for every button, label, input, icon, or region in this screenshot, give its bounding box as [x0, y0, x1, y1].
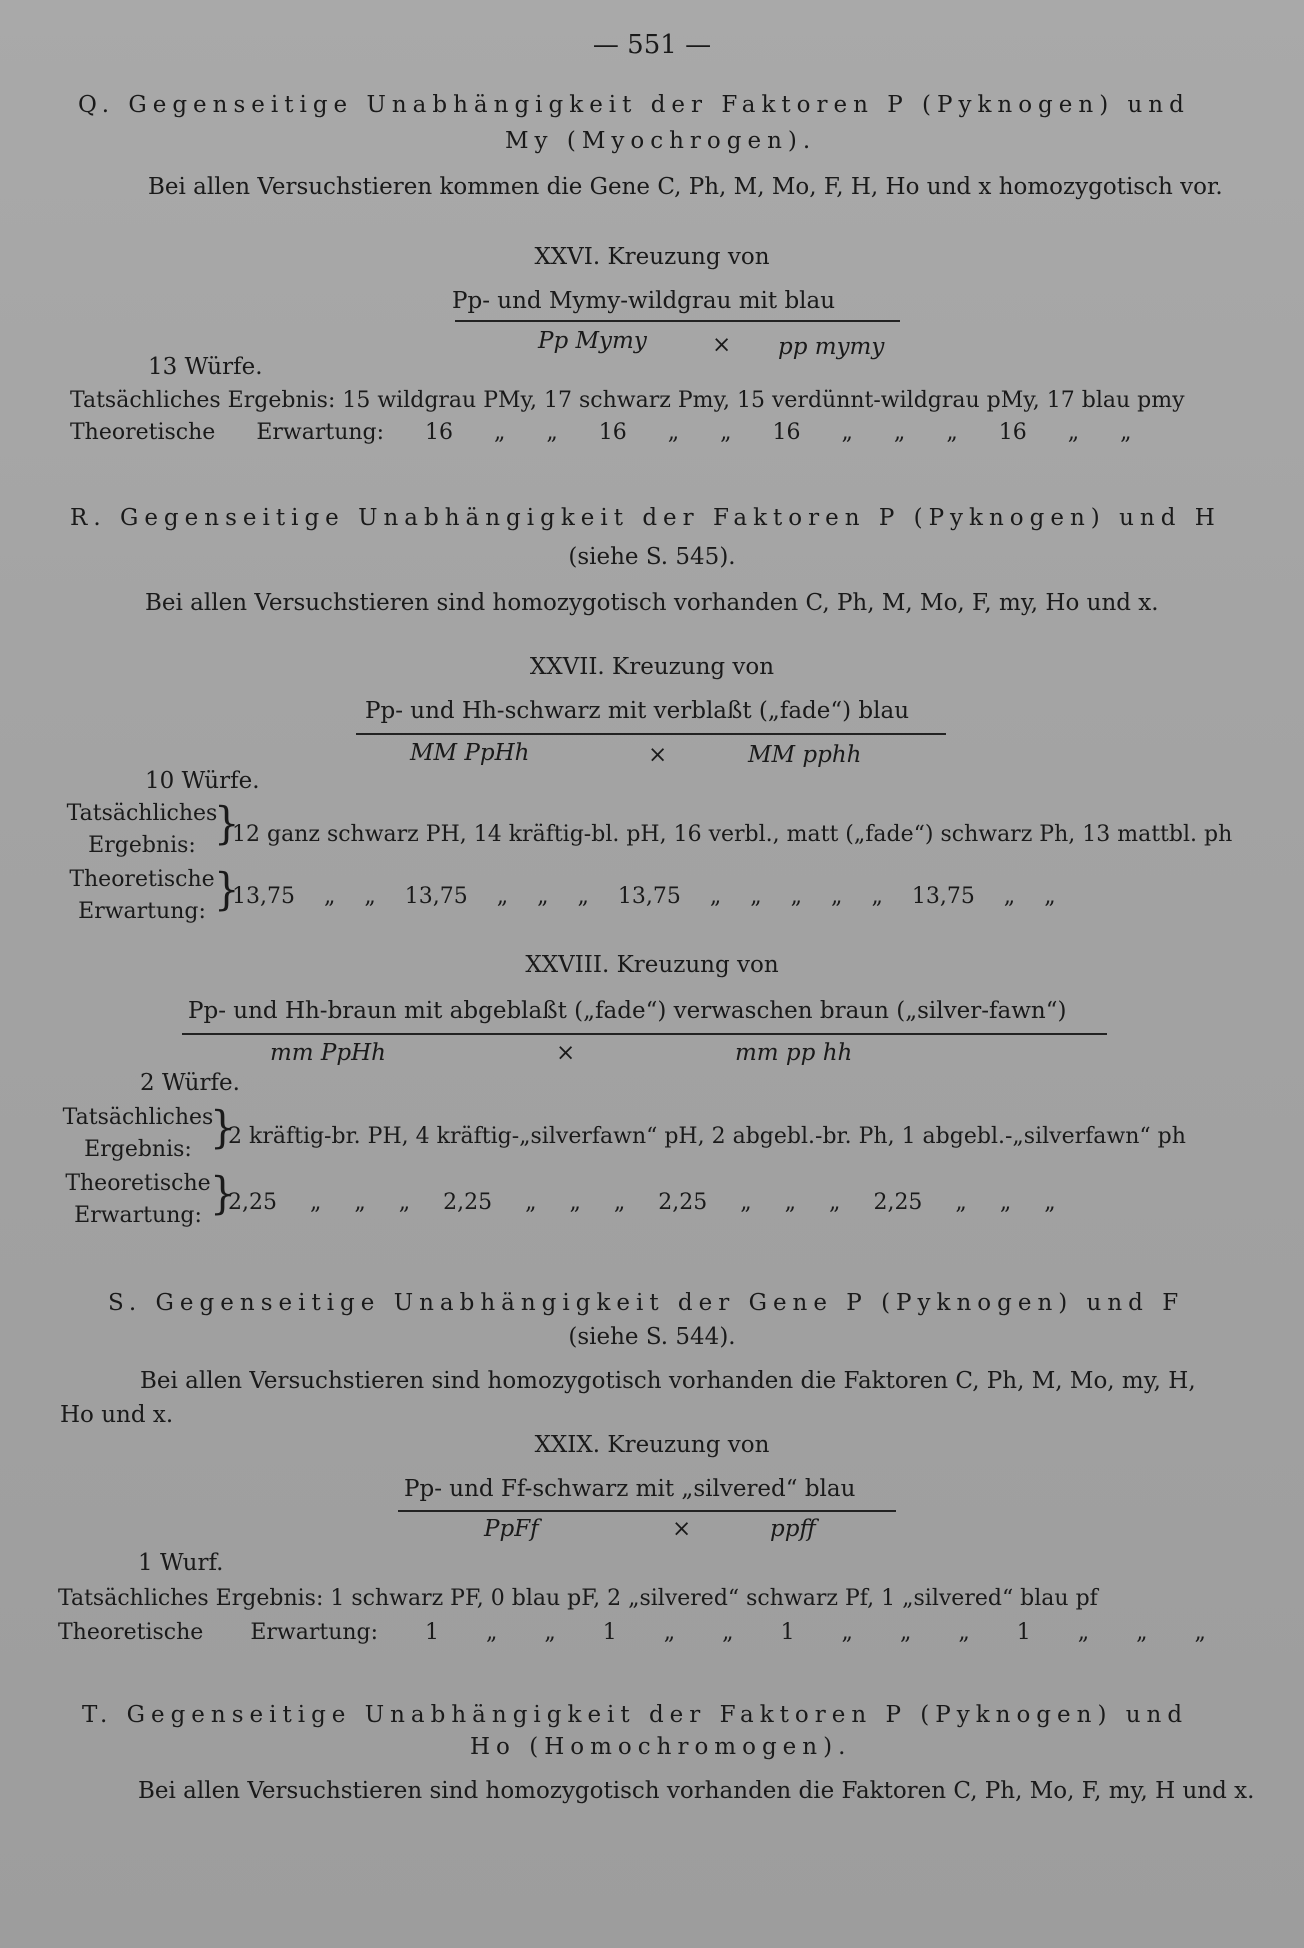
label-expected-line2: Erwartung: [78, 899, 206, 924]
page-number: — 551 — [592, 30, 712, 60]
cross-xxviii-title: XXVIII. Kreuzung von [525, 952, 779, 978]
cross-xxviii-left: mm PpHh [270, 1040, 386, 1066]
cross-xxviii-actual: 2 kräftig-br. PH, 4 kräftig-„silverfawn“ pH, 2 abgebl.-br. Ph, 1 abgebl.-„silverfawn“ ph [228, 1124, 1186, 1149]
cross-xxvii-right: MM pphh [748, 742, 862, 768]
label-expected [62, 864, 222, 928]
label-expected-line2: Erwartung: [74, 1203, 202, 1228]
section-t-title-cont: Ho (Homochromogen). [470, 1734, 852, 1760]
cross-xxix-expected: Theoretische Erwartung: 1 „ „ 1 „ „ 1 „ „ „ 1 „ „ „ [58, 1620, 1206, 1645]
cross-xxvi-left: Pp Mymy [538, 328, 647, 354]
cross-xxix-title: XXIX. Kreuzung von [534, 1432, 770, 1458]
label-actual-line2: Ergebnis: [84, 1137, 192, 1162]
cross-xxix-right: ppff [770, 1516, 816, 1542]
section-q-title: Q. Gegenseitige Unabhängigkeit der Faktoren P (Pyknogen) und [78, 92, 1190, 118]
cross-xxvi-x: × [712, 332, 732, 358]
brace: } [214, 864, 240, 916]
cross-xxviii-parents: Pp- und Hh-braun mit abgeblaßt („fade“) verwaschen braun („silver-fawn“) [188, 998, 1067, 1024]
cross-xxvii-left: MM PpHh [410, 740, 530, 766]
cross-xxix-parents: Pp- und Ff-schwarz mit „silvered“ blau [404, 1476, 856, 1502]
cross-xxviii-right: mm pp hh [735, 1040, 853, 1066]
section-r-title-cont: (siehe S. 545). [568, 544, 736, 570]
fraction-rule [356, 733, 946, 735]
cross-xxvii-x: × [648, 742, 668, 768]
brace: } [210, 1168, 236, 1220]
cross-xxvii-expected: 13,75 „ „ 13,75 „ „ „ 13,75 „ „ „ „ „ 13,75 „ „ [232, 884, 1056, 909]
label-actual [58, 1102, 218, 1166]
label-actual-line1: Tatsächliches [66, 801, 218, 826]
cross-xxviii-expected: 2,25 „ „ „ 2,25 „ „ „ 2,25 „ „ „ 2,25 „ „ „ [228, 1190, 1056, 1215]
fraction-rule [398, 1510, 896, 1512]
cross-xxviii-throws: 2 Würfe. [140, 1070, 240, 1096]
section-t-title: T. Gegenseitige Unabhängigkeit der Faktoren P (Pyknogen) und [82, 1702, 1189, 1728]
label-actual [62, 798, 222, 862]
label-expected-line1: Theoretische [69, 867, 215, 892]
fraction-rule [455, 320, 900, 322]
section-q-intro: Bei allen Versuchstieren kommen die Gene C, Ph, M, Mo, F, H, Ho und x homozygotisch vor. [148, 174, 1223, 200]
cross-xxvi-title: XXVI. Kreuzung von [534, 244, 770, 270]
cross-xxvii-parents: Pp- und Hh-schwarz mit verblaßt („fade“) blau [365, 698, 910, 724]
label-actual-line2: Ergebnis: [88, 833, 196, 858]
cross-xxvii-throws: 10 Würfe. [145, 768, 260, 794]
cross-xxix-x: × [672, 1516, 692, 1542]
section-s-title-cont: (siehe S. 544). [568, 1324, 736, 1350]
fraction-rule [182, 1033, 1107, 1035]
cross-xxvi-actual: Tatsächliches Ergebnis: 15 wildgrau PMy, 17 schwarz Pmy, 15 verdünnt-wildgrau pMy, 17 blau pmy [70, 388, 1185, 413]
label-expected-line1: Theoretische [65, 1171, 211, 1196]
cross-xxvi-parents: Pp- und Mymy-wildgrau mit blau [452, 288, 836, 314]
brace: } [214, 798, 240, 850]
cross-xxix-left: PpFf [484, 1516, 539, 1542]
cross-xxvi-right: pp mymy [778, 334, 885, 360]
cross-xxvii-title: XXVII. Kreuzung von [529, 654, 775, 680]
label-actual-line1: Tatsächliches [62, 1105, 214, 1130]
cross-xxix-throws: 1 Wurf. [138, 1550, 224, 1576]
cross-xxvi-throws: 13 Würfe. [148, 354, 263, 380]
cross-xxviii-x: × [556, 1040, 576, 1066]
cross-xxvi-expected: Theoretische Erwartung: 16 „ „ 16 „ „ 16 „ „ „ 16 „ „ [70, 420, 1132, 445]
section-r-intro: Bei allen Versuchstieren sind homozygotisch vorhanden C, Ph, M, Mo, F, my, Ho und x. [145, 590, 1159, 616]
section-t-intro: Bei allen Versuchstieren sind homozygotisch vorhanden die Faktoren C, Ph, Mo, F, my, H und x. [138, 1778, 1255, 1804]
section-r-title: R. Gegenseitige Unabhängigkeit der Faktoren P (Pyknogen) und H [70, 505, 1221, 531]
section-s-title: S. Gegenseitige Unabhängigkeit der Gene P (Pyknogen) und F [108, 1290, 1185, 1316]
cross-xxvii-actual: 12 ganz schwarz PH, 14 kräftig-bl. pH, 16 verbl., matt („fade“) schwarz Ph, 13 mattbl. ph [232, 822, 1233, 847]
section-s-intro: Bei allen Versuchstieren sind homozygotisch vorhanden die Faktoren C, Ph, M, Mo, my, H, [140, 1368, 1196, 1394]
brace: } [210, 1102, 236, 1154]
cross-xxix-actual: Tatsächliches Ergebnis: 1 schwarz PF, 0 blau pF, 2 „silvered“ schwarz Pf, 1 „silvered“ blau pf [58, 1586, 1098, 1611]
section-q-title-cont: My (Myochrogen). [505, 128, 817, 154]
section-s-intro-cont: Ho und x. [60, 1402, 174, 1428]
label-expected [58, 1168, 218, 1232]
